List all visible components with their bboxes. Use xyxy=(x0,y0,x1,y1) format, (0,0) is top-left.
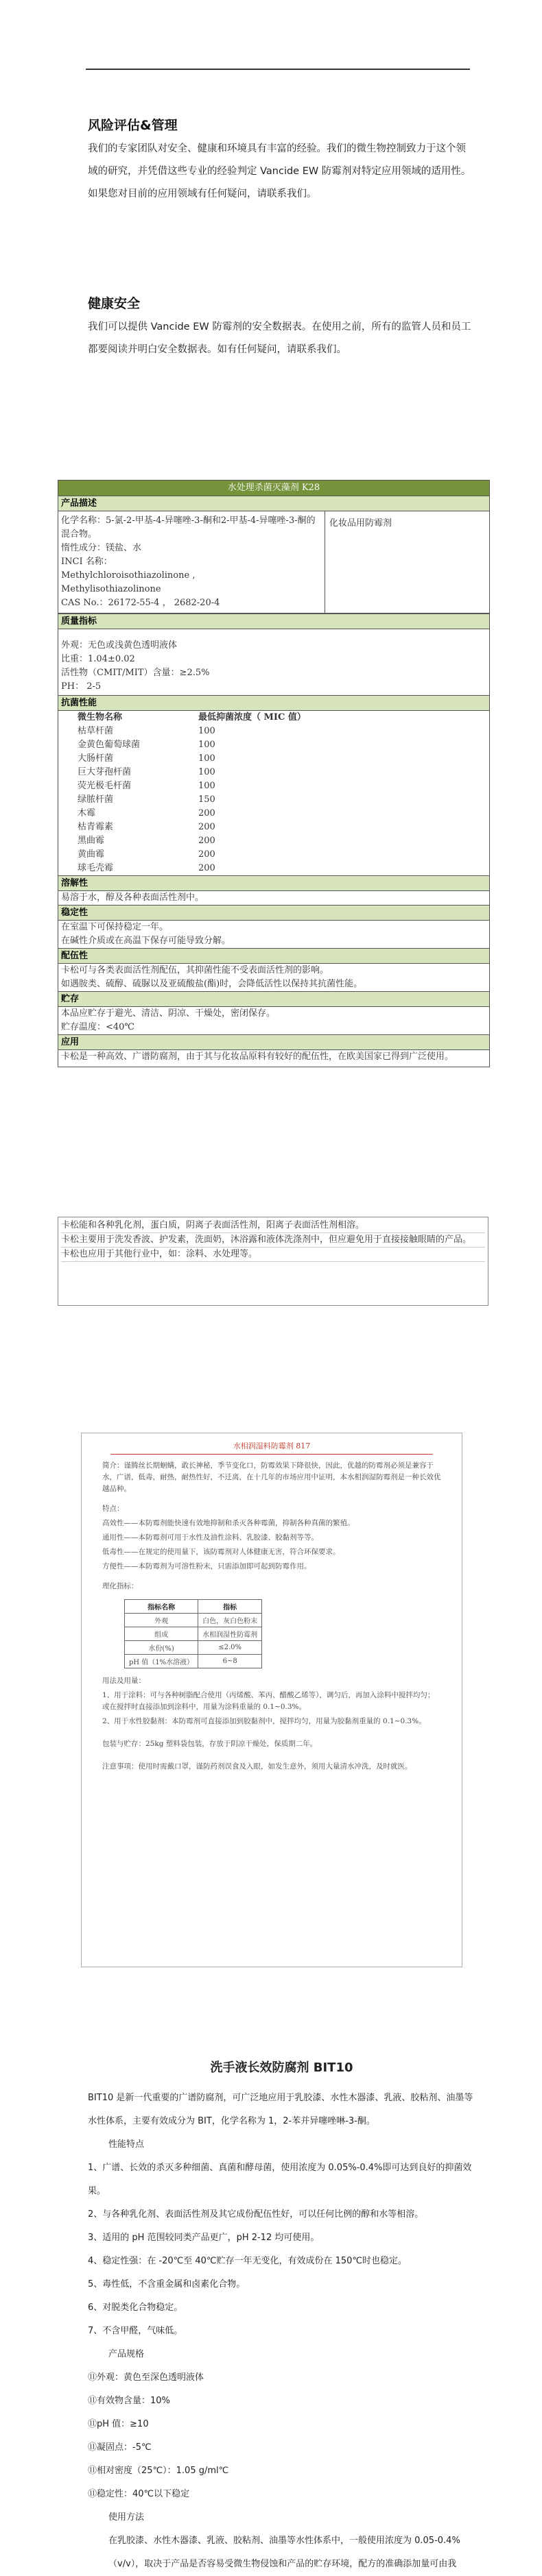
stab-line: 在碱性介质或在高温下保存可能导致分解。 xyxy=(61,936,231,946)
stab-heading: 稳定性 xyxy=(58,905,489,921)
sol-text: 易溶于水，醇及各种表面活性剂中。 xyxy=(61,892,204,903)
caution-text: 注意事项：使用时需戴口罩，谨防药剂误食及入眼，如发生意外，须用大量清水冲洗，及时就医。 xyxy=(102,1762,412,1771)
table-row xyxy=(78,807,310,821)
desc-line: CAS No.：26172-55-4 ， 2682-20-4 xyxy=(61,598,220,608)
usage-title: 用法及用量： xyxy=(102,1677,145,1685)
perf-line: 3、适用的 pH 范围较同类产品更广，pH 2-12 均可使用。 xyxy=(88,2233,320,2243)
risk-contact: 如果您对目前的应用领域有任何疑问，请联系我们。 xyxy=(88,189,317,199)
desc-row xyxy=(58,511,489,613)
note-line: 卡松主要用于洗发香波、护发素，洗面奶，沐浴露和液体洗涤剂中，但应避免用于直接接触眼睛的产品。 xyxy=(61,1233,485,1248)
anti-mic: 100 xyxy=(198,753,215,764)
store-line: 贮存温度：<40℃ xyxy=(61,1022,134,1032)
table-row xyxy=(125,1655,262,1668)
sheet-divider xyxy=(110,1454,433,1455)
quality-heading: 质量指标 xyxy=(58,613,489,629)
risk-paragraph: 我们的专家团队对安全、健康和环境具有丰富的经验。我们的微生物控制致力于这个领域的研究，并凭借这些专业的经验判定 Vancide EW 防霉剂对特定应用领域的适用性。 xyxy=(88,143,471,177)
anti-microbe: 巨大芽孢杆菌 xyxy=(78,767,132,777)
perf-line: 1、广谱、长效的杀灭多种细菌、真菌和酵母菌，使用浓度为 0.05%-0.4%即可达到良好的抑菌效果。 xyxy=(88,2163,472,2196)
props-cell: 水相润湿性防霉剂 xyxy=(198,1627,262,1641)
anti-microbe: 绿脓杆菌 xyxy=(78,794,114,805)
desc-line: INCI 名称： xyxy=(61,557,113,567)
note-line: 卡松能和各种乳化剂，蛋白质，阴离子表面活性剂，阳离子表面活性剂相溶。 xyxy=(61,1219,485,1233)
feature-line: 通用性——本防霉剂可用于水性及油性涂料、乳胶漆、胶黏剂等等。 xyxy=(102,1533,318,1542)
props-cell: 外观 xyxy=(125,1614,198,1627)
feature-line: 高效性——本防霉剂能快速有效地抑制和杀灭各种霉菌，抑制各种真菌的繁殖。 xyxy=(102,1519,355,1527)
spec-band-title: 水处理杀菌灭藻剂 K28 xyxy=(58,481,489,496)
props-cell: 白色，灰白色粉末 xyxy=(198,1614,262,1627)
quality-line: 外观：无色或浅黄色透明液体 xyxy=(61,640,178,651)
perf-line: 7、不含甲醛，气味低。 xyxy=(88,2326,183,2336)
desc-left xyxy=(58,511,325,613)
feature-title: 特点： xyxy=(102,1505,124,1513)
compat-line: 如遇胺类、硫醇、硫脲以及亚硫酸盐(酯)时，会降低活性以保持其抗菌性能。 xyxy=(61,979,363,989)
props-cell: pH 值（1%水溶液） xyxy=(125,1655,198,1668)
spec-table xyxy=(58,480,490,1067)
spec-line: ⑪凝固点：-5℃ xyxy=(88,2442,152,2453)
anti-microbe: 荧光极毛杆菌 xyxy=(78,781,132,791)
spec-title: 产品规格 xyxy=(108,2349,145,2359)
anti-microbe: 球毛壳霉 xyxy=(78,863,114,873)
anti-microbe: 枯青霉素 xyxy=(78,822,114,832)
anti-microbe: 黄曲霉 xyxy=(78,849,105,860)
sol-heading: 溶解性 xyxy=(58,875,489,891)
sheet-title: 水相润湿料防霉剂 817 xyxy=(233,1442,311,1450)
anti-mic: 200 xyxy=(198,849,215,860)
health-paragraph: 我们可以提供 Vancide EW 防霉剂的安全数据表。在使用之前，所有的监管人员和员工都要阅读并明白安全数据表。如有任何疑问，请联系我们。 xyxy=(88,321,471,355)
note-line: 卡松也应用于其他行业中，如：涂料、水处理等。 xyxy=(61,1248,485,1262)
props-cell: ≤2.0% xyxy=(198,1641,262,1655)
table-row xyxy=(78,834,310,848)
table-row xyxy=(78,779,310,793)
app-text: 卡松是一种高效、广谱防腐剂，由于其与化妆品原料有较好的配伍性，在欧美国家已得到广泛使用。 xyxy=(61,1052,454,1062)
bit10-section xyxy=(88,2056,475,2576)
desc-line: Methylchloroisothiazolinone , xyxy=(61,570,196,581)
desc-right: 化妆品用防霉剂 xyxy=(329,518,392,528)
quality-line: 活性物（CMIT/MIT）含量：≥2.5% xyxy=(61,668,210,678)
anti-header-row xyxy=(78,711,310,725)
anti-col-name: 微生物名称 xyxy=(78,712,123,722)
usage-notes xyxy=(58,1217,488,1306)
anti-mic: 200 xyxy=(198,822,215,832)
props-cell: 6~8 xyxy=(198,1655,262,1668)
use-text: 在乳胶漆、水性木器漆、乳液、胶粘剂、油墨等水性体系中，一般使用浓度为 0.05-0.4%（v/v），取决于产品是否容易受微生物侵蚀和产品的贮存环境，配方的准确添加量可由我 xyxy=(108,2536,460,2569)
usage-line: 2、用于水性胶黏剂：本防霉剂可直接添加到胶黏剂中，搅拌均匀，用量为胶黏剂重量的 0.1~0.3%。 xyxy=(102,1717,426,1725)
desc-line: Methylisothiazolinone xyxy=(61,584,161,594)
desc-line: 惰性成分：镁盐、水 xyxy=(61,543,142,553)
health-title: 健康安全 xyxy=(88,296,141,311)
props-title: 理化指标： xyxy=(102,1582,139,1590)
app-heading: 应用 xyxy=(58,1034,489,1050)
desc-heading: 产品描述 xyxy=(58,496,489,511)
compat-heading: 配伍性 xyxy=(58,948,489,964)
store-line: 本品应贮存于避光、清洁、阴凉、干燥处，密闭保存。 xyxy=(61,1008,276,1019)
anti-microbe: 枯草杆菌 xyxy=(78,726,114,736)
top-divider xyxy=(86,69,470,70)
stab-line: 在室温下可保持稳定一年。 xyxy=(61,922,169,932)
props-cell: 组成 xyxy=(125,1627,198,1641)
anti-col-mic: 最低抑菌浓度（ MIC 值） xyxy=(198,712,306,722)
quality-line: 比重：1.04±0.02 xyxy=(61,654,135,664)
props-header xyxy=(125,1600,262,1614)
feature-line: 方便性——本防霉剂为可溶性粉末，只需添加即可起到防霉作用。 xyxy=(102,1562,311,1570)
table-row xyxy=(78,862,310,875)
quality-line: PH： 2-5 xyxy=(61,681,102,692)
bit10-intro: BIT10 是新一代重要的广谱防腐剂，可广泛地应用于乳胶漆、水性木器漆、乳液、胶粘剂、油墨等水性体系，主要有效成分为 BIT，化学名称为 1，2-苯并异噻唑啉-3-酮。 xyxy=(88,2093,473,2126)
anti-mic: 200 xyxy=(198,808,215,818)
anti-microbe: 木霉 xyxy=(78,808,96,818)
anti-microbe: 大肠杆菌 xyxy=(78,753,114,764)
spec-line: ⑪相对密度（25℃）：1.05 g/ml℃ xyxy=(88,2466,229,2476)
table-row xyxy=(125,1627,262,1641)
spec-line: ⑪有效物含量：10% xyxy=(88,2396,170,2406)
feature-line: 低毒性——在规定的使用量下，该防霉剂对人体健康无害，符合环保要求。 xyxy=(102,1548,340,1556)
perf-line: 2、与各种乳化剂、表面活性剂及其它成份配伍性好，可以任何比例的醇和水等相溶。 xyxy=(88,2209,424,2220)
usage-line: 1、用于涂料：可与各种树脂配合使用（丙烯酸、苯丙、醋酸乙烯等），调匀后，再加入涂料中搅拌均匀；或在搅拌时直接添加到涂料中，用量为涂料重量的 0.1~0.3%。 xyxy=(102,1691,435,1711)
anti-mic: 100 xyxy=(198,781,215,791)
anti-heading: 抗菌性能 xyxy=(58,695,489,711)
table-row xyxy=(125,1614,262,1627)
perf-line: 4、稳定性强：在 -20℃至 40℃贮存一年无变化，有效成份在 150℃时也稳定。 xyxy=(88,2256,408,2266)
spec-line: ⑪pH 值：≥10 xyxy=(88,2419,149,2429)
anti-mic: 100 xyxy=(198,740,215,750)
table-row xyxy=(78,821,310,834)
compat-line: 卡松可与各类表面活性剂配伍，其抑菌性能不受表面活性剂的影响。 xyxy=(61,965,329,975)
pack-text: 包装与贮存：25kg 塑料袋包装，存放于阴凉干燥处，保质期二年。 xyxy=(102,1740,318,1748)
store-heading: 贮存 xyxy=(58,991,489,1007)
anti-mic: 100 xyxy=(198,767,215,777)
table-row xyxy=(78,848,310,862)
anti-table xyxy=(78,711,310,875)
table-row xyxy=(78,752,310,766)
perf-line: 6、对脱类化合物稳定。 xyxy=(88,2302,183,2313)
table-row xyxy=(78,725,310,738)
table-row xyxy=(78,793,310,807)
risk-section xyxy=(88,115,472,206)
props-col: 指标名称 xyxy=(125,1600,198,1614)
use-title: 使用方法 xyxy=(108,2512,145,2523)
table-row xyxy=(78,766,310,779)
quality-body xyxy=(58,629,489,695)
anti-mic: 100 xyxy=(198,726,215,736)
desc-line: 化学名称：5-氯-2-甲基-4-异噻唑-3-酮和2-甲基-4-异噻唑-3-酮的混合物。 xyxy=(61,515,316,539)
sheet-intro: 简介：谨腾丝长期蛔螨，敢长神秘，季节变化口，防霉效果下降很快，因此，优越的防霉剂必须是兼容于水，广谱，低毒，耐热，耐热性好，不迁离，在十几年的市场应用中证明，本水相润湿防霉剂是一种长效优越品种。 xyxy=(102,1461,441,1493)
anti-microbe: 金黄色葡萄球菌 xyxy=(78,740,141,750)
product-sheet xyxy=(81,1433,462,1967)
spec-line: ⑪外观：黄色至深色透明液体 xyxy=(88,2372,204,2383)
risk-title: 风险评估&管理 xyxy=(88,118,178,133)
anti-mic: 200 xyxy=(198,836,215,846)
props-cell: 水份(%) xyxy=(125,1641,198,1655)
bit10-title: 洗手液长效防腐剂 BIT10 xyxy=(210,2061,353,2075)
props-table xyxy=(124,1599,262,1668)
perf-line: 5、毒性低，不含重金属和卤素化合物。 xyxy=(88,2279,246,2289)
table-row xyxy=(125,1641,262,1655)
props-col: 指标 xyxy=(198,1600,262,1614)
anti-mic: 150 xyxy=(198,794,215,805)
perf-title: 性能特点 xyxy=(108,2139,145,2150)
table-row xyxy=(78,738,310,752)
health-section xyxy=(88,293,472,361)
anti-microbe: 黑曲霉 xyxy=(78,836,105,846)
spec-line: ⑪稳定性：40℃以下稳定 xyxy=(88,2489,190,2499)
anti-mic: 200 xyxy=(198,863,215,873)
